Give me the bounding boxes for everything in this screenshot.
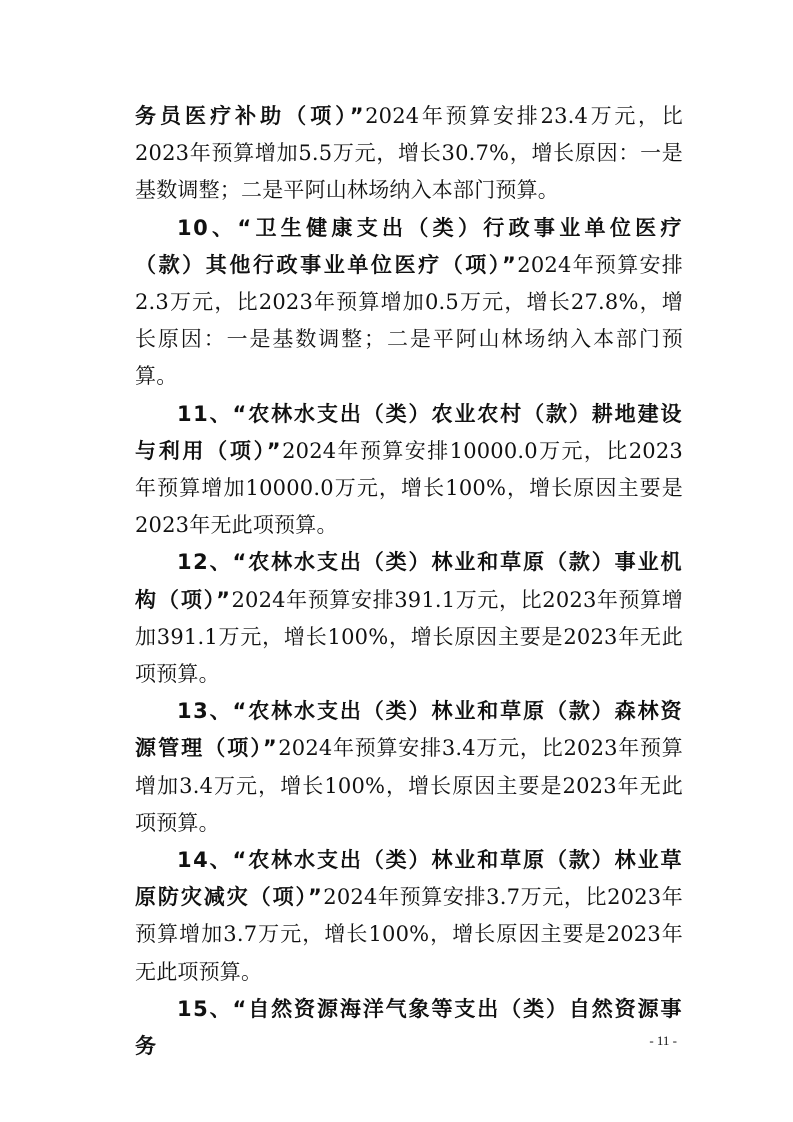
paragraph-item-14: [135, 842, 683, 991]
page-number: - 11 -: [649, 1033, 677, 1048]
paragraph-heading: 务员医疗补助（项）”: [135, 104, 366, 128]
paragraph-body: 2024年预算安排3.4万元，比2023年预算增加3.4万元，增长100%，增长原因主要是2023年无此项预算。: [135, 736, 683, 835]
paragraph-item-15: [135, 991, 683, 1065]
paragraph-body: 2024年预算安排10000.0万元，比2023年预算增加10000.0万元，增长100%，增长原因主要是2023年无此项预算。: [135, 438, 683, 538]
paragraph-heading: 14、“农林水支出（类）林业和草原（款）林业草原防灾减灾（项）”: [135, 848, 683, 910]
paragraph-item-10: [135, 210, 683, 396]
body-text: [135, 98, 683, 1065]
paragraph-heading: 12、“农林水支出（类）林业和草原（款）事业机构（项）”: [135, 550, 683, 612]
paragraph-body: 2024年预算安排3.7万元，比2023年预算增加3.7万元，增长100%，增长原因主要是2023年无此项预算。: [135, 885, 684, 984]
paragraph-item-11: [135, 396, 683, 545]
paragraph-item-13: [135, 693, 683, 842]
paragraph-heading: 13、“农林水支出（类）林业和草原（款）森林资源管理（项）”: [135, 699, 683, 761]
paragraph-heading: 11、“农林水支出（类）农业农村（款）耕地建设与利用（项）”: [135, 401, 683, 463]
paragraph-item-12: [135, 544, 683, 693]
paragraph-heading: 15、“自然资源海洋气象等支出（类）自然资源事务: [135, 996, 683, 1059]
paragraph-body: 2024年预算安排391.1万元，比2023年预算增加391.1万元，增长100%，增长原因主要是2023年无此项预算。: [135, 587, 683, 687]
paragraph-body: 2024年预算安排23.4万元，比2023年预算增加5.5万元，增长30.7%，增长原因：一是基数调整；二是平阿山林场纳入本部门预算。: [135, 104, 683, 203]
paragraph-continued: [135, 98, 683, 210]
paragraph-body: 2024年预算安排2.3万元，比2023年预算增加0.5万元，增长27.8%，增长原因：一是基数调整；二是平阿山林场纳入本部门预算。: [135, 252, 683, 389]
paragraph-heading: 10、“卫生健康支出（类）行政事业单位医疗（款）其他行政事业单位医疗（项）”: [135, 215, 683, 277]
